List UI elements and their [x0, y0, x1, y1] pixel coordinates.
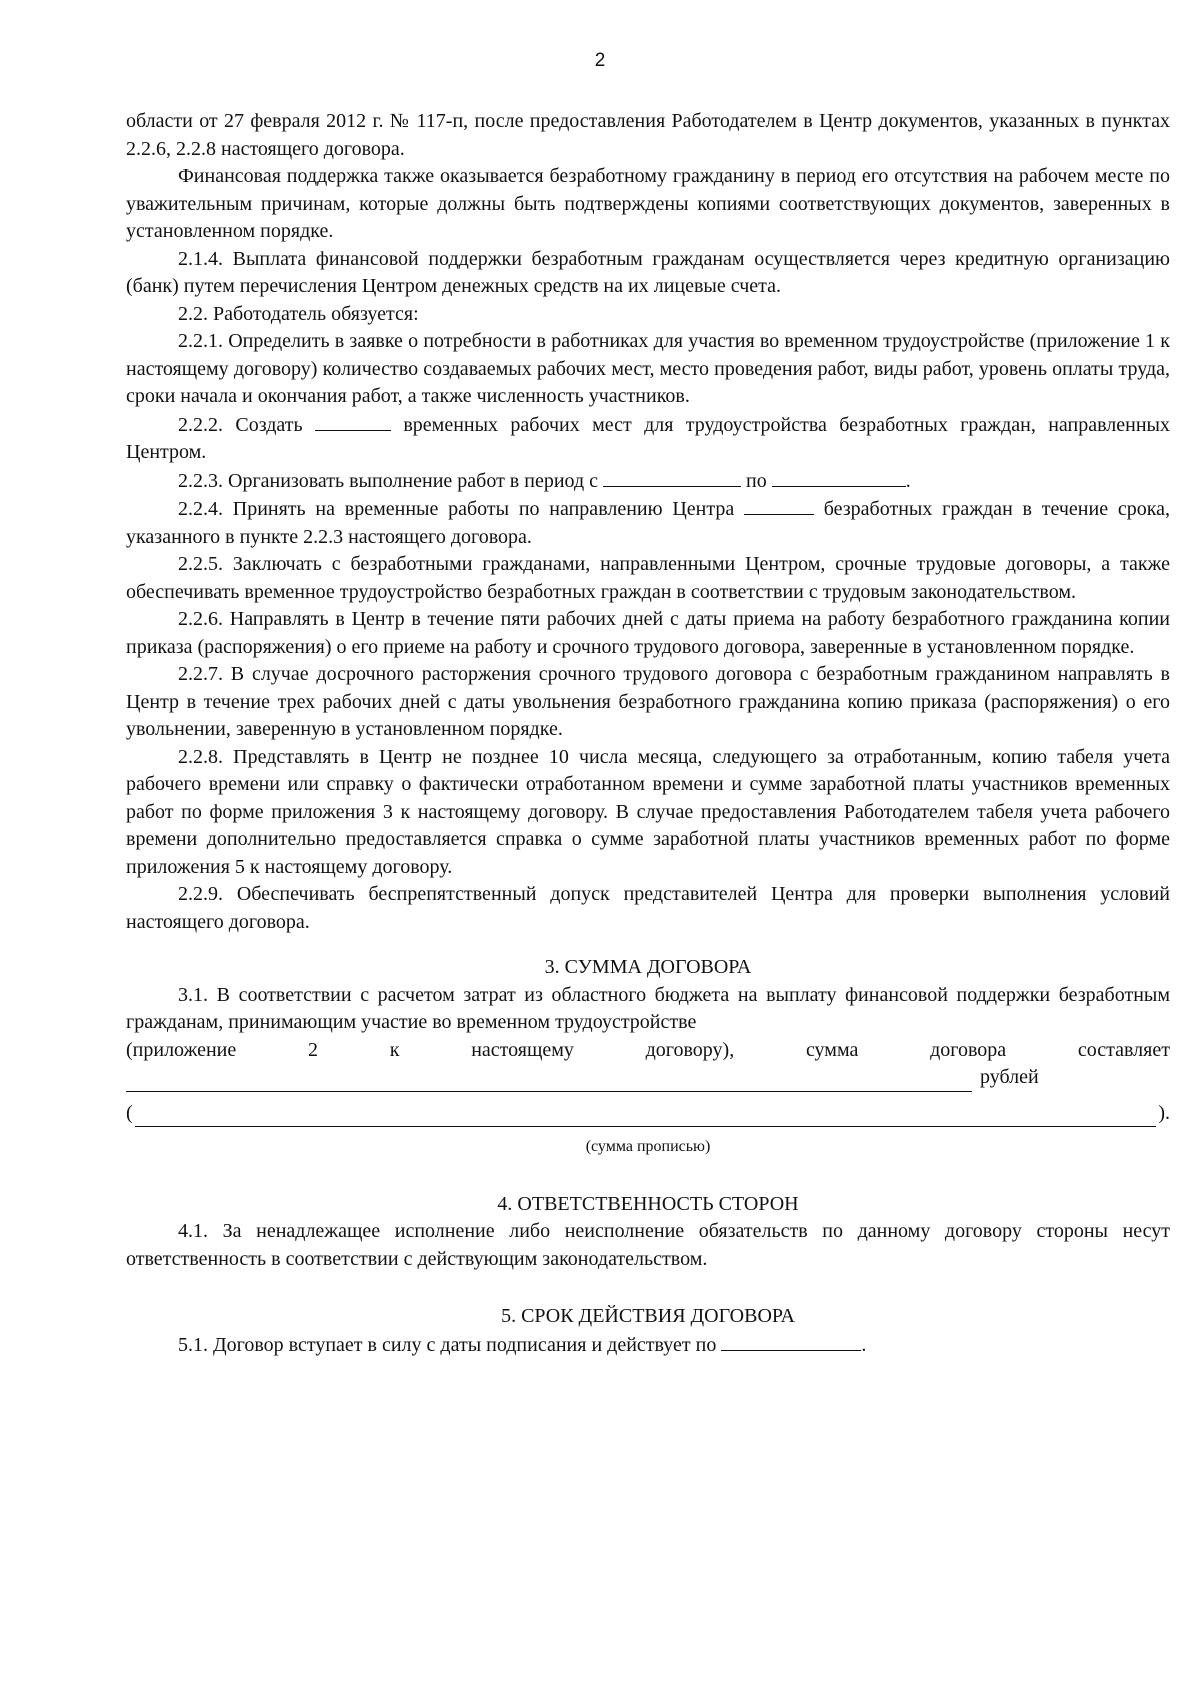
spread-word-3: к: [389, 1038, 400, 1061]
page-number: 2: [594, 50, 606, 71]
clause-2-2-3-dot: .: [905, 469, 911, 492]
clause-4-1: 4.1. За ненадлежащее исполнение либо неисполнение обязательств по данному договору стороны несут ответственность в соответствии с действующим законодательством.: [126, 1220, 1170, 1270]
spread-word-8: составляет: [1077, 1038, 1170, 1061]
contract-amount-blank: [126, 1071, 972, 1092]
citizens-count-blank: [744, 495, 814, 515]
clause-2-2-3: [126, 467, 1170, 496]
spread-word-7: договора: [930, 1038, 1007, 1061]
paragraph-financial-support: Финансовая поддержка также оказывается безработному гражданину в период его отсутствия на рабочем месте по уважительным причинам, которые должны быть подтверждены копиями соответствующих документов, заверенных в установленном порядке.: [126, 165, 1170, 242]
clause-2-2-5: 2.2.5. Заключать с безработными гражданами, направленными Центром, срочные трудовые договоры, а также обеспечивать временное трудоустройство безработных граждан в соответствии с трудовым законодательством.: [126, 553, 1170, 603]
clause-2-2-7: 2.2.7. В случае досрочного расторжения срочного трудового договора с безработным гражданином направлять в Центр в течение трех рабочих дней с даты увольнения безработного гражданина копию приказа (распоряжения) о его увольнении, заверенную в установленном порядке.: [126, 663, 1170, 740]
spread-word-6: сумма: [805, 1038, 859, 1061]
spread-word-1: (приложение: [126, 1038, 237, 1061]
validity-date-blank: [721, 1331, 861, 1351]
clause-5-1: [126, 1331, 1170, 1360]
clause-2-2-2: [126, 411, 1170, 467]
clause-5-1-text: 5.1. Договор вступает в силу с даты подписания и действует по: [178, 1333, 717, 1356]
clause-2-2-4-end: безработных граждан в течение срока, указанного в пункте 2.2.3 настоящего договора.: [126, 498, 1170, 548]
contract-amount-line: [126, 1064, 1170, 1092]
spread-word-2: 2: [308, 1038, 318, 1061]
rubles-label: рублей: [980, 1066, 1039, 1088]
clause-5-1-dot: .: [861, 1333, 867, 1356]
period-end-blank: [772, 467, 906, 487]
amount-in-words-line: [126, 1100, 1170, 1128]
close-paren: ).: [1158, 1101, 1170, 1124]
amount-in-words-blank: [135, 1106, 1157, 1127]
paragraph-continuation: области от 27 февраля 2012 г. № 117-п, после предоставления Работодателем в Центр документов, указанных в пунктах 2.2.6, 2.2.8 настоящего договора.: [126, 110, 1170, 160]
section-4-heading: 4. ОТВЕТСТВЕННОСТЬ СТОРОН: [497, 1192, 799, 1215]
clause-2-2-6: 2.2.6. Направлять в Центр в течение пяти рабочих дней с даты приема на работу безработного гражданина копии приказа (распоряжения) о его приеме на работу и срочного трудового договора, заверенные в установленном порядке.: [126, 608, 1170, 658]
document-body: [126, 108, 1170, 1359]
clause-2-2-1: 2.2.1. Определить в заявке о потребности в работниках для участия во временном трудоустройстве (приложение 1 к настоящему договору) количество создаваемых рабочих мест, место проведения работ, виды работ, уровень оплаты труда, сроки начала и окончания работ, а также численность участников.: [126, 330, 1170, 407]
clause-2-2: 2.2. Работодатель обязуется:: [178, 302, 419, 325]
clause-2-2-2-start: 2.2.2. Создать: [178, 413, 303, 436]
clause-2-2-3-by: по: [746, 469, 767, 492]
clause-2-2-4-start: 2.2.4. Принять на временные работы по направлению Центра: [178, 498, 735, 520]
clause-2-2-8: 2.2.8. Представлять в Центр не позднее 10 числа месяца, следующего за отработанным, копию табеля учета рабочего времени или справку о фактически отработанном времени и сумме заработной платы участников временных работ по форме приложения 3 к настоящему договору. В случае предоставления Работодателем табеля учета рабочего времени дополнительно предоставляется справка о сумме заработной платы участников временных работ по форме приложения 5 к настоящему договору.: [126, 745, 1170, 878]
jobs-count-blank: [315, 411, 391, 431]
spread-word-4: настоящему: [471, 1038, 574, 1061]
amount-in-words-caption: (сумма прописью): [585, 1138, 711, 1155]
clause-2-2-9: 2.2.9. Обеспечивать беспрепятственный допуск представителей Центра для проверки выполнения условий настоящего договора.: [126, 883, 1170, 933]
period-start-blank: [603, 467, 741, 487]
clause-3-1-spread-line: [126, 1037, 1170, 1065]
section-3-heading: 3. СУММА ДОГОВОРА: [544, 956, 752, 978]
open-paren: (: [126, 1101, 133, 1124]
clause-2-2-3-start: 2.2.3. Организовать выполнение работ в период с: [178, 469, 599, 492]
clause-2-1-4: 2.1.4. Выплата финансовой поддержки безработным гражданам осуществляется через кредитную организацию (банк) путем перечисления Центром денежных средств на их лицевые счета.: [126, 247, 1170, 297]
spread-word-5: договору),: [645, 1038, 735, 1061]
clause-3-1: 3.1. В соответствии с расчетом затрат из областного бюджета на выплату финансовой поддержки безработным гражданам, принимающим участие во временном трудоустройстве: [126, 983, 1170, 1033]
clause-2-2-4: [126, 495, 1170, 551]
clause-2-2-2-end: временных рабочих мест для трудоустройства безработных граждан, направленных Центром.: [126, 413, 1170, 463]
section-5-heading: 5. СРОК ДЕЙСТВИЯ ДОГОВОРА: [501, 1305, 795, 1327]
